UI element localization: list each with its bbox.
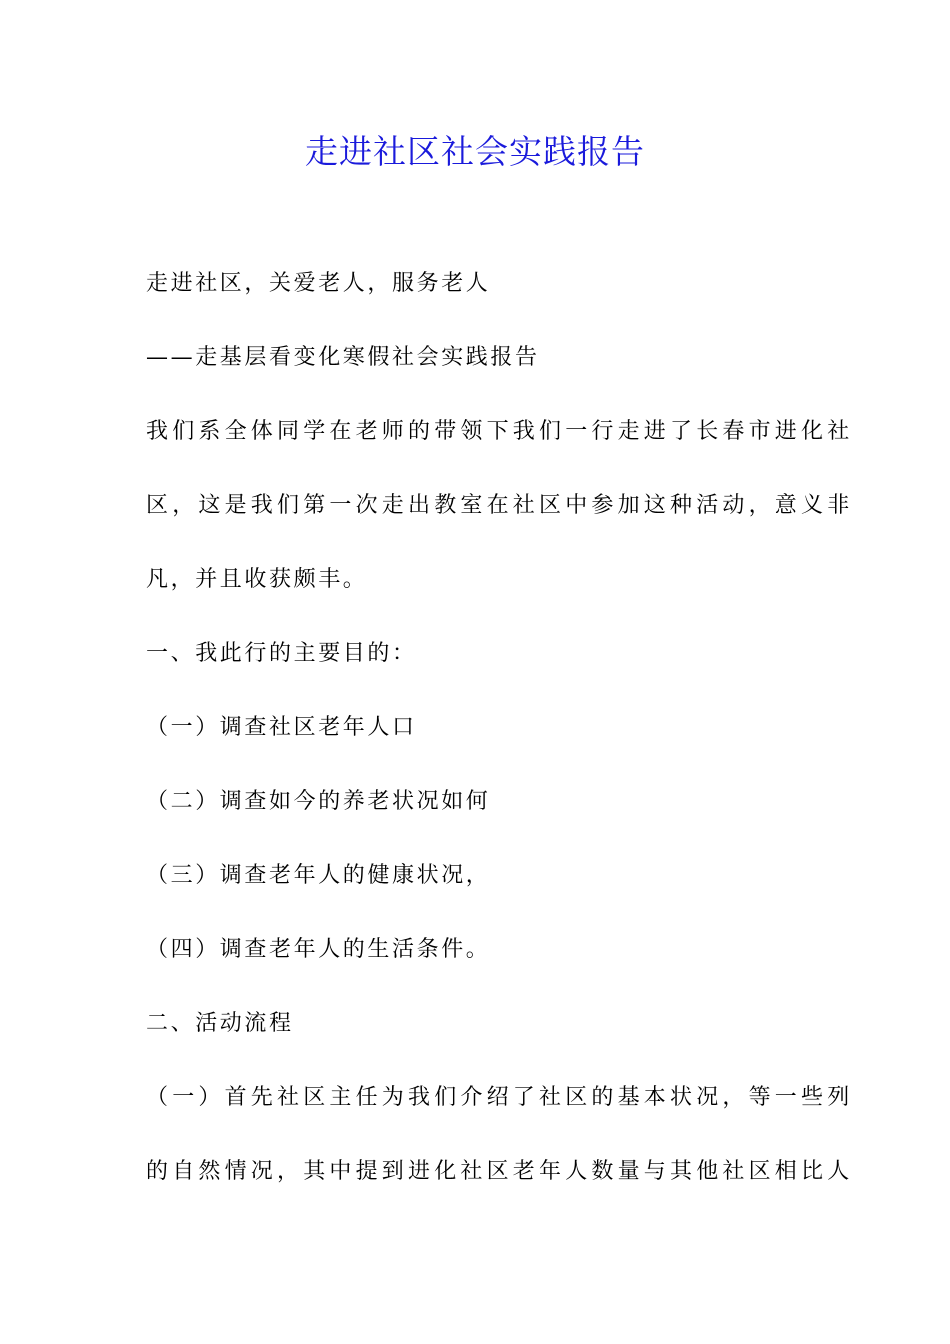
list-item: （一）调查社区老年人口	[146, 715, 417, 740]
document-title: 走进社区社会实践报告	[305, 132, 645, 171]
list-item: （二）调查如今的养老状况如何	[146, 789, 491, 814]
section-heading: 一、我此行的主要目的：	[146, 641, 417, 666]
list-item: （四）调查老年人的生活条件。	[146, 937, 491, 962]
paragraph-line: 凡，并且收获颇丰。	[146, 567, 368, 592]
paragraph-line: 的自然情况，其中提到进化社区老年人数量与其他社区相比人	[146, 1159, 854, 1184]
paragraph-line-subtitle: 走进社区，关爱老人，服务老人	[146, 271, 491, 296]
paragraph-line: （一）首先社区主任为我们介绍了社区的基本状况，等一些列	[146, 1085, 854, 1110]
document-body	[146, 262, 854, 1224]
paragraph-line: 区，这是我们第一次走出教室在社区中参加这种活动，意义非	[146, 493, 854, 518]
list-item: （三）调查老年人的健康状况，	[146, 863, 491, 888]
paragraph-line-subtitle-2: ——走基层看变化寒假社会实践报告	[146, 345, 540, 370]
section-heading: 二、活动流程	[146, 1011, 294, 1036]
paragraph-line: 我们系全体同学在老师的带领下我们一行走进了长春市进化社	[146, 419, 854, 444]
